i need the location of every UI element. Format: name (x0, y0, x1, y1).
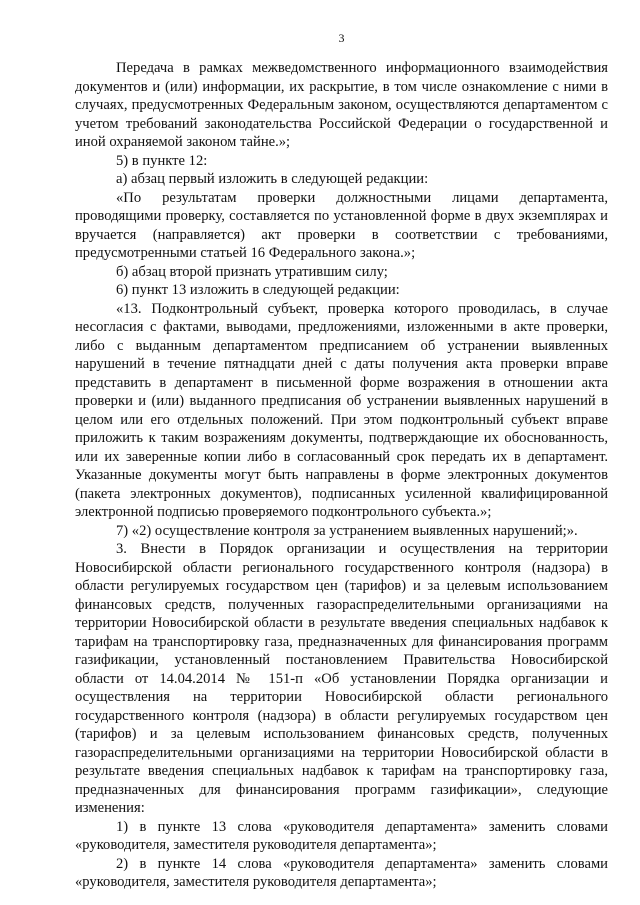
paragraph-info-exchange: Передача в рамках межведомственного информационного взаимодействия документов и (или) информации, их раскрытие, в том числе ознакомление с ними в случаях, предусмотренных Федеральным законом, осуществляются департаментом с учетом требований законодательства Российской Федерации о государственной и иной охраняемой законом тайне.»; (75, 60, 608, 150)
paragraph-item-13-text: «13. Подконтрольный субъект, проверка которого проводилась, в случае несогласия с фактами, выводами, предложениями, изложенными в акте проверки, либо с выданным департаментом предписанием об устранении выявленных нарушений в течение пятнадцати дней с даты получения акта проверки вправе представить в департамент в письменной форме возражения в отношении акта проверки и (или) выданного предписания об устранении выявленных нарушений в целом или его отдельных положений. При этом подконтрольный субъект вправе приложить к таким возражениям документы, подтверждающие их обоснованность, или их заверенные копии либо в согласованный срок передать их в департамент. Указанные документы могут быть направлены в форме электронных документов (пакета электронных документов), подписанных усиленной квалифицированной электронной подписью проверяемого подконтрольного субъекта.»; (75, 300, 608, 520)
paragraph-item-5a: а) абзац первый изложить в следующей редакции: (116, 171, 429, 187)
page-number: 3 (338, 31, 345, 45)
document-page (75, 30, 608, 892)
paragraph-item-5b: б) абзац второй признать утратившим силу; (116, 263, 388, 280)
paragraph-item-7: 7) «2) осуществление контроля за устранением выявленных нарушений;». (116, 522, 578, 539)
paragraph-item-5: 5) в пункте 12: (116, 152, 208, 169)
paragraph-item-6: 6) пункт 13 изложить в следующей редакции: (116, 282, 400, 298)
paragraph-change-1: 1) в пункте 13 слова «руководителя департамента» заменить словами «руководителя, заместителя руководителя департамента»; (75, 818, 608, 853)
paragraph-inspection-act: «По результатам проверки должностными лицами департамента, проводящими проверку, составляется по установленной форме в двух экземплярах и вручается (направляется) акт проверки в соответствии с требованиями, предусмотренными статьей 16 Федерального закона.»; (75, 189, 608, 261)
paragraph-section-3: 3. Внести в Порядок организации и осуществления на территории Новосибирской области регионального государственного контроля (надзора) в области регулируемых государством цен (тарифов) и за целевым использованием финансовых средств, полученных газораспределительными организациями на территории Новосибирской области в результате введения специальных надбавок к тарифам на транспортировку газа, предназначенных для финансирования программ газификации, установленный постановлением Правительства Новосибирской области от 14.04.2014 № 151-п «Об установлении Порядка организации и осуществления на территории Новосибирской области регионального государственного контроля (надзора) в области регулируемых государством цен (тарифов) и за целевым использованием финансовых средств, полученных газораспределительными организациями на территории Новосибирской области в результате введения специальных надбавок к тарифам на транспортировку газа, предназначенных для финансирования программ газификации», следующие изменения: (75, 541, 608, 816)
paragraph-change-2: 2) в пункте 14 слова «руководителя департамента» заменить словами «руководителя, заместителя руководителя департамента»; (75, 855, 608, 890)
